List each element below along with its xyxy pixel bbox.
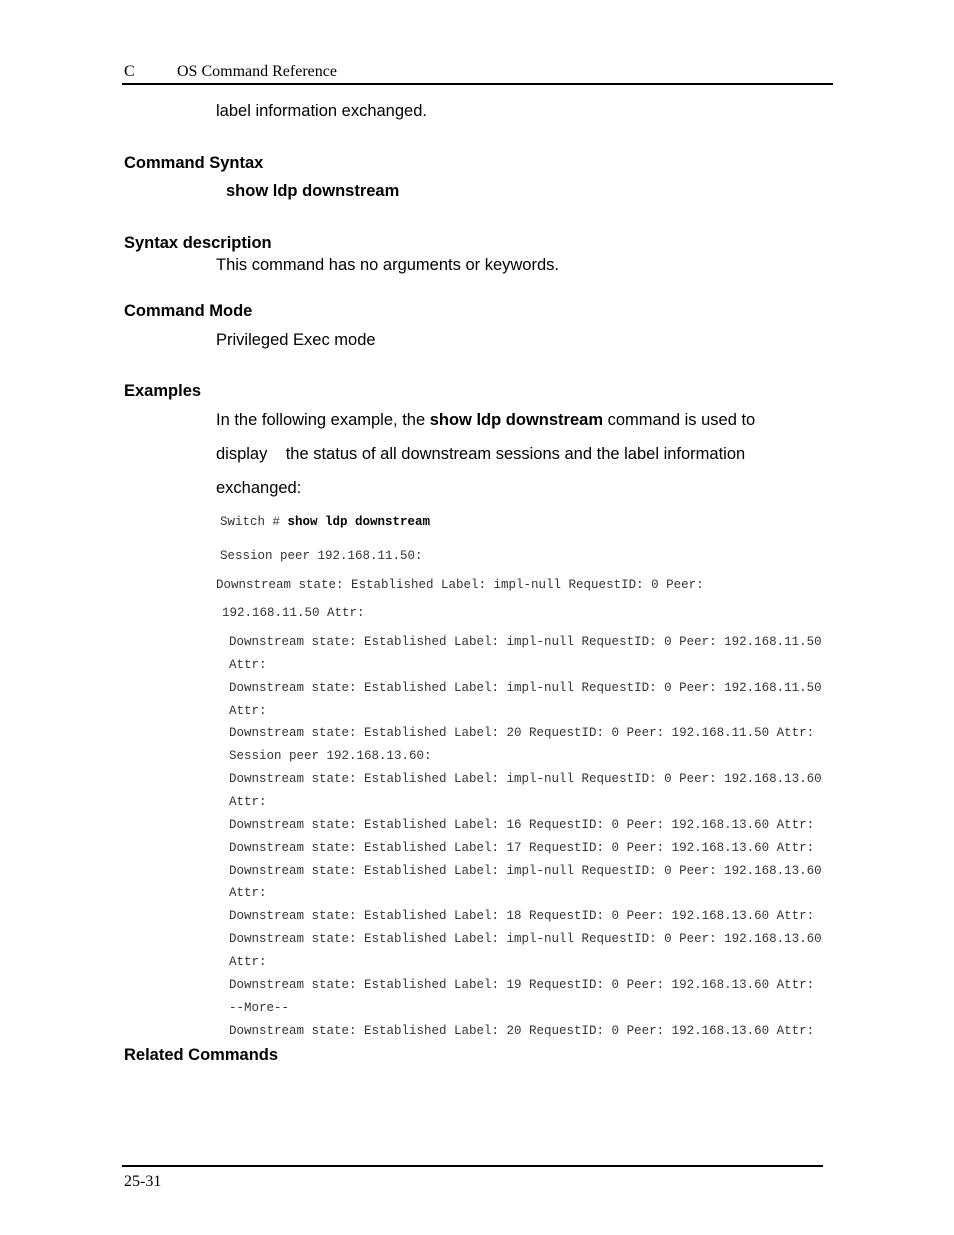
- code-line: Downstream state: Established Label: 18 RequestID: 0 Peer: 192.168.13.60 Attr:: [229, 909, 815, 923]
- code-line: Attr:: [229, 886, 267, 900]
- code-line: Downstream state: Established Label: 20 RequestID: 0 Peer: 192.168.13.60 Attr:: [229, 1024, 815, 1038]
- code-prompt-line: [220, 515, 430, 529]
- related-commands-heading: Related Commands: [124, 1046, 279, 1064]
- command-syntax-text: show ldp downstream: [226, 182, 400, 200]
- code-line: Downstream state: Established Label: impl-null RequestID: 0 Peer: 192.168.13.60: [229, 864, 822, 878]
- command-mode-text: Privileged Exec mode: [216, 331, 376, 349]
- page-number: 25-31: [124, 1173, 162, 1190]
- code-line: 192.168.11.50 Attr:: [222, 606, 365, 620]
- syntax-description-heading: Syntax description: [124, 234, 272, 252]
- code-line: Downstream state: Established Label: impl-null RequestID: 0 Peer: 192.168.11.50: [229, 681, 822, 695]
- code-line: --More--: [229, 1001, 290, 1015]
- examples-line1-pre: In the following example, the: [216, 411, 430, 429]
- header-title: OS Command Reference: [177, 63, 337, 80]
- intro-text: label information exchanged.: [216, 102, 427, 120]
- code-command: show ldp downstream: [287, 515, 431, 529]
- code-line: Downstream state: Established Label: impl-null RequestID: 0 Peer: 192.168.11.50: [229, 635, 822, 649]
- code-prompt: Switch #: [220, 515, 288, 529]
- examples-paragraph-line-3: exchanged:: [216, 479, 302, 497]
- code-line: Attr:: [229, 795, 267, 809]
- examples-line1-command: show ldp downstream: [429, 411, 603, 429]
- code-line: Downstream state: Established Label: 16 RequestID: 0 Peer: 192.168.13.60 Attr:: [229, 818, 815, 832]
- code-line: Session peer 192.168.13.60:: [229, 749, 432, 763]
- code-line: Downstream state: Established Label: impl-null RequestID: 0 Peer: 192.168.13.60: [229, 772, 822, 786]
- code-line: Downstream state: Established Label: 20 RequestID: 0 Peer: 192.168.11.50 Attr:: [229, 726, 815, 740]
- syntax-description-text: This command has no arguments or keywords.: [216, 256, 559, 274]
- code-line: Session peer 192.168.11.50:: [220, 549, 423, 563]
- command-syntax-heading: Command Syntax: [124, 154, 264, 172]
- code-line: Downstream state: Established Label: impl-null RequestID: 0 Peer:: [216, 578, 704, 592]
- header-rule: [122, 83, 833, 85]
- code-line: Attr:: [229, 704, 267, 718]
- examples-heading: Examples: [124, 382, 202, 400]
- code-line: Downstream state: Established Label: 19 RequestID: 0 Peer: 192.168.13.60 Attr:: [229, 978, 815, 992]
- examples-paragraph-line-1: [216, 411, 755, 430]
- examples-line1-post: command is used to: [603, 411, 756, 429]
- code-line: Attr:: [229, 955, 267, 969]
- code-line: Downstream state: Established Label: 17 RequestID: 0 Peer: 192.168.13.60 Attr:: [229, 841, 815, 855]
- footer-rule: [122, 1165, 823, 1167]
- header-chapter-letter: C: [124, 63, 135, 80]
- examples-paragraph-line-2: display the status of all downstream sessions and the label information: [216, 445, 746, 463]
- code-line: Downstream state: Established Label: impl-null RequestID: 0 Peer: 192.168.13.60: [229, 932, 822, 946]
- command-mode-heading: Command Mode: [124, 302, 253, 320]
- code-line: Attr:: [229, 658, 267, 672]
